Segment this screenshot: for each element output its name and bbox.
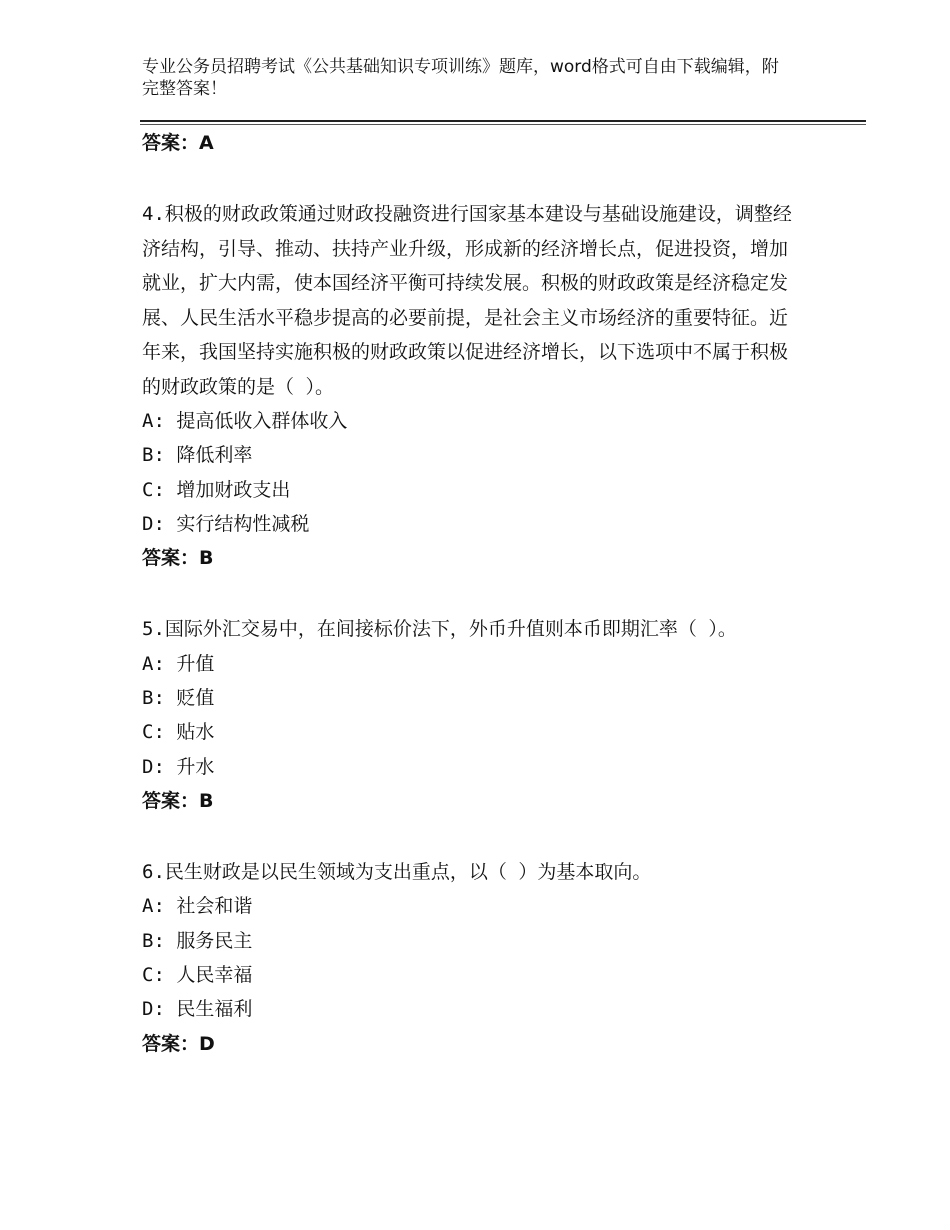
question-item [142,197,802,575]
option-d: D: 升水 [142,755,215,778]
option-d: D: 实行结构性减税 [142,512,310,535]
answer-label: 答案：B [142,547,214,570]
question-item [142,612,802,818]
question-stem: 5.国际外汇交易中，在间接标价法下，外币升值则本币即期汇率（ ）。 [142,618,737,641]
option-b: B: 降低利率 [142,444,253,467]
question-stem: 4.积极的财政政策通过财政投融资进行国家基本建设与基础设施建设，调整经济结构，引导、推动、扶持产业升级，形成新的经济增长点，促进投资，增加就业，扩大内需，使本国经济平衡可持续发展。积极的财政政策是经济稳定发展、人民生活水平稳步提高的必要前提，是社会主义市场经济的重要特征。近年来，我国坚持实施积极的财政政策以促进经济增长，以下选项中不属于积极的财政政策的是（ ）。 [142,203,792,398]
answer-label: 答案：D [142,1032,215,1055]
option-b: B: 服务民主 [142,929,253,952]
option-a: A: 社会和谐 [142,895,253,918]
answer-label: 答案：A [142,132,214,154]
option-b: B: 贬值 [142,686,215,709]
option-a: A: 升值 [142,652,215,675]
question-item [142,855,802,1061]
question-list [142,126,802,1061]
document-header: 专业公务员招聘考试《公共基础知识专项训练》题库，word格式可自由下载编辑，附完整答案！ [142,57,779,99]
question-stem: 6.民生财政是以民生领域为支出重点，以（ ）为基本取向。 [142,860,652,883]
option-a: A: 提高低收入群体收入 [142,410,348,432]
option-d: D: 民生福利 [142,998,253,1021]
option-c: C: 人民幸福 [142,963,253,986]
header-divider-thin [140,124,866,125]
option-c: C: 增加财政支出 [142,478,291,501]
option-c: C: 贴水 [142,721,215,744]
header-divider [140,120,866,122]
answer-label: 答案：B [142,789,214,812]
